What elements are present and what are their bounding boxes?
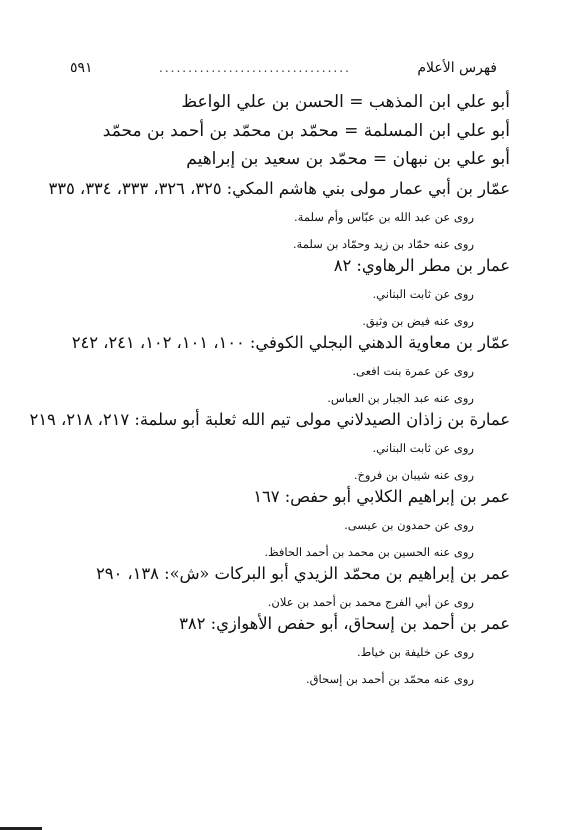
entry-narration: روى عن ثابت البناني. bbox=[372, 286, 474, 301]
header-title: فهرس الأعلام bbox=[417, 60, 497, 76]
entry-name: عمر بن أحمد بن إسحاق، أبو حفص الأهوازي: ٣٨٢ bbox=[179, 613, 510, 633]
entry-narration: روى عنه الحسين بن محمد بن أحمد الحافظ. bbox=[264, 544, 474, 559]
leader-dots: ................................. bbox=[159, 61, 351, 75]
page-number: ٥٩١ bbox=[70, 60, 93, 76]
entry-narration: روى عن حمدون بن عيسى. bbox=[344, 517, 474, 532]
entry-name: عمر بن إبراهيم بن محمّد الزيدي أبو البركات «ش»: ١٣٨، ٢٩٠ bbox=[95, 563, 510, 583]
entry-narration: روى عنه فيض بن وثيق. bbox=[362, 313, 474, 328]
index-entry bbox=[70, 484, 510, 561]
entry-name: عمار بن مطر الرهاوي: ٨٢ bbox=[333, 255, 510, 275]
alias-line: أبو علي ابن المذهب = الحسن بن علي الواعظ bbox=[181, 92, 510, 112]
entry-narration: روى عن خليفة بن خياط. bbox=[356, 644, 474, 659]
entry-name: عمّار بن أبي عمار مولى بني هاشم المكي: ٣٢٥، ٣٢٦، ٣٣٣، ٣٣٤، ٣٣٥ bbox=[48, 178, 510, 198]
index-entry bbox=[29, 407, 510, 484]
entry-name: عمر بن إبراهيم الكلابي أبو حفص: ١٦٧ bbox=[253, 486, 510, 506]
index-entry bbox=[70, 330, 510, 407]
running-header bbox=[70, 58, 497, 78]
alias-line: أبو علي ابن المسلمة = محمّد بن محمّد بن أحمد بن محمّد bbox=[102, 120, 510, 141]
entry-narration: روى عنه محمّد بن أحمد بن إسحاق. bbox=[305, 671, 474, 686]
index-content bbox=[29, 88, 510, 688]
index-entry bbox=[70, 611, 510, 688]
index-entry bbox=[48, 176, 510, 253]
entry-narration: روى عنه شيبان بن فروخ. bbox=[353, 467, 474, 482]
entry-name: عمارة بن زاذان الصيدلاني مولى تيم الله ثعلبة أبو سلمة: ٢١٧، ٢١٨، ٢١٩ bbox=[29, 409, 510, 429]
index-entry bbox=[70, 561, 510, 611]
alias-line: أبو علي بن نبهان = محمّد بن سعيد بن إبراهيم bbox=[186, 149, 510, 169]
entry-narration: روى عن ثابت البناني. bbox=[372, 440, 474, 455]
entry-narration: روى عنه عبد الجبار بن العباس. bbox=[327, 390, 474, 405]
alias-list bbox=[70, 88, 510, 174]
entry-narration: روى عن عمرة بنت افعى. bbox=[352, 363, 474, 378]
entry-name: عمّار بن معاوية الدهني البجلي الكوفي: ١٠٠، ١٠١، ١٠٢، ٢٤١، ٢٤٢ bbox=[71, 332, 510, 352]
index-entry bbox=[70, 253, 510, 330]
entry-narration: روى عنه حمّاد بن زيد وحمّاد بن سلمة. bbox=[292, 236, 474, 251]
entry-narration: روى عن أبي الفرج محمد بن أحمد بن علان. bbox=[267, 594, 474, 609]
entry-narration: روى عن عبد الله بن عبّاس وأم سلمة. bbox=[294, 209, 474, 224]
